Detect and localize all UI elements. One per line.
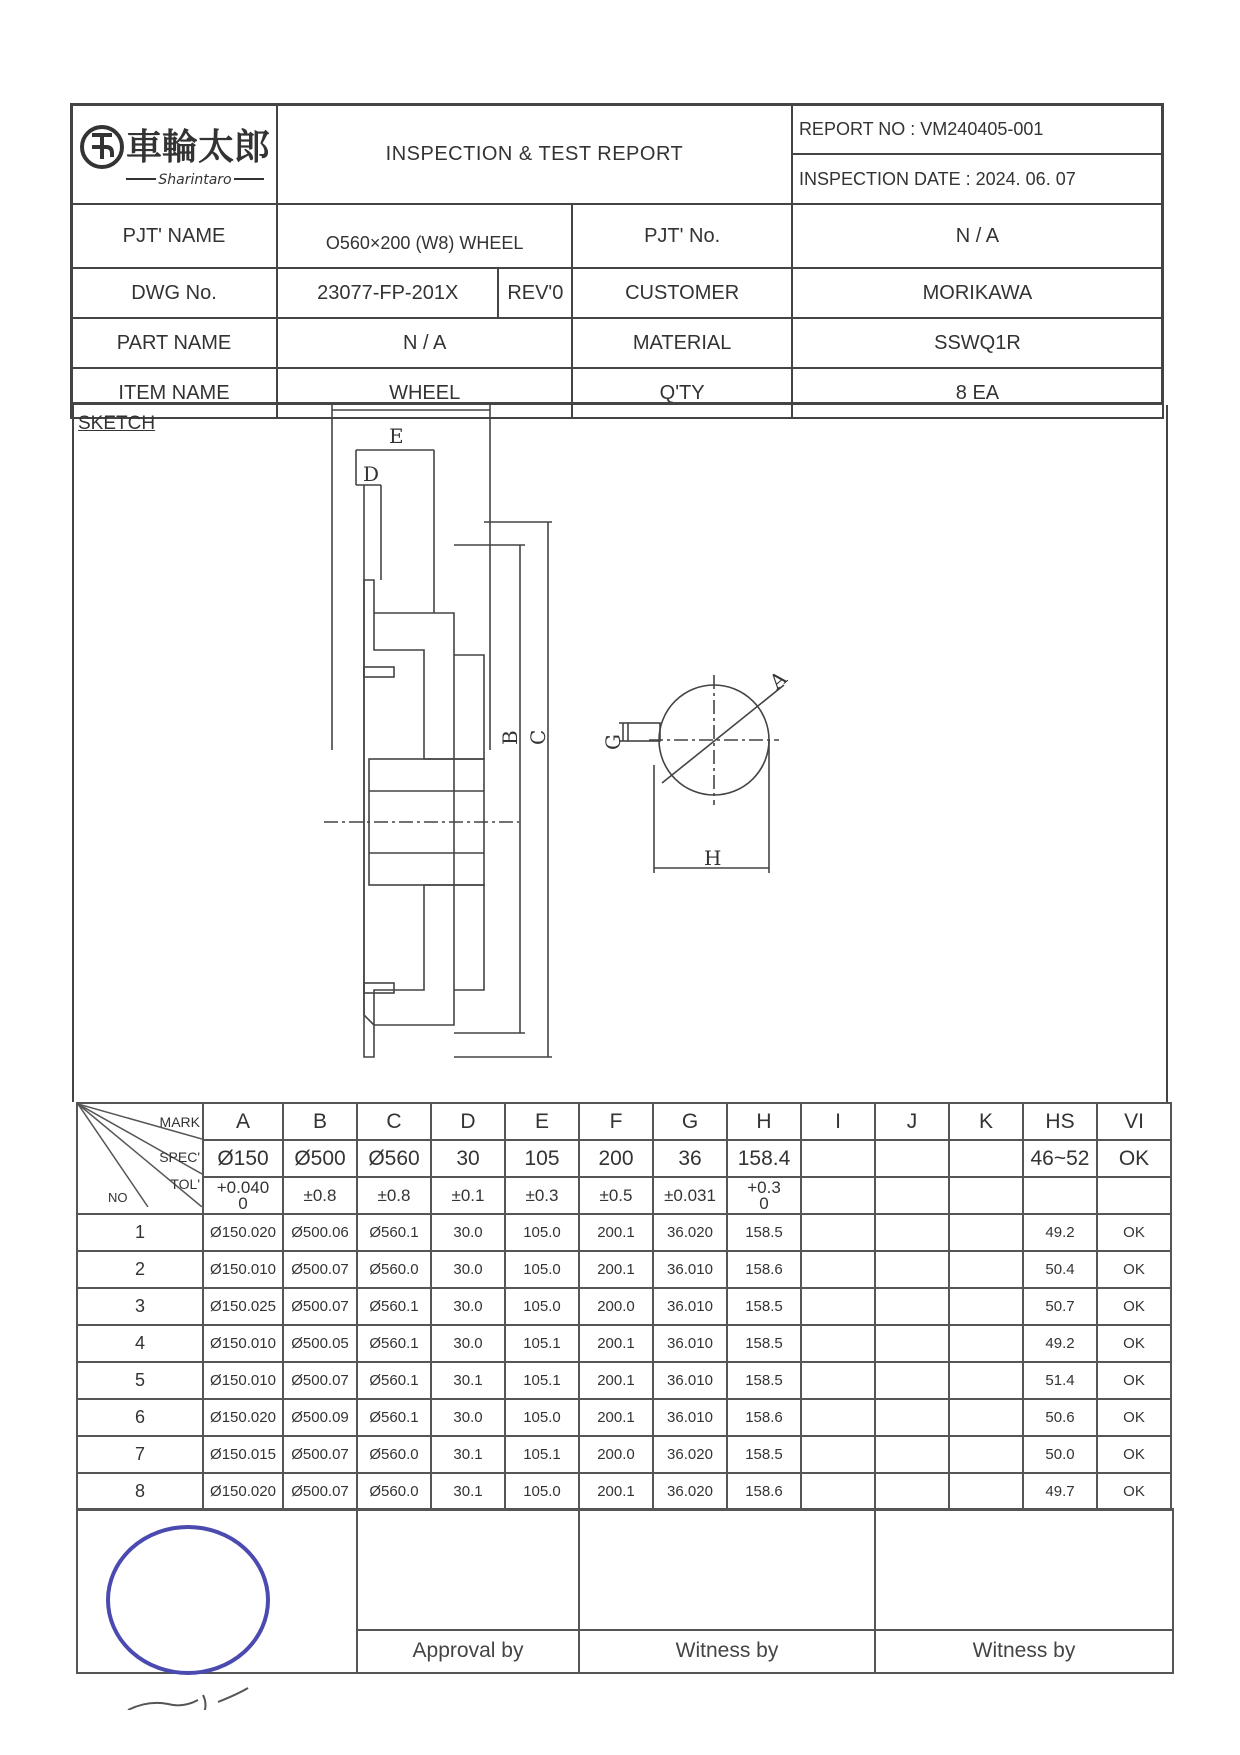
inspection-date: INSPECTION DATE : 2024. 06. 07: [792, 154, 1163, 204]
cell-a: Ø150.010: [203, 1362, 283, 1399]
tol-c: [357, 1177, 431, 1214]
cell-hs: 49.7: [1023, 1473, 1097, 1510]
row-number: 5: [77, 1362, 203, 1399]
cell-vi: OK: [1097, 1362, 1171, 1399]
stamp-cell: [77, 1509, 357, 1673]
tol-i: [801, 1177, 875, 1214]
mark-hs: HS: [1023, 1103, 1097, 1140]
cell-i: [801, 1325, 875, 1362]
cell-j: [875, 1399, 949, 1436]
cell-e: 105.0: [505, 1214, 579, 1251]
table-row: [77, 1288, 1171, 1325]
cell-d: 30.0: [431, 1325, 505, 1362]
dim-label-d: D: [363, 462, 380, 486]
cell-f: 200.1: [579, 1214, 653, 1251]
row-number: 8: [77, 1473, 203, 1510]
cell-b: Ø500.07: [283, 1473, 357, 1510]
cell-hs: 50.0: [1023, 1436, 1097, 1473]
cell-vi: OK: [1097, 1251, 1171, 1288]
spec-a: Ø150: [203, 1140, 283, 1177]
spec-e: 105: [505, 1140, 579, 1177]
cell-a: Ø150.020: [203, 1473, 283, 1510]
dim-label-h: H: [704, 846, 722, 870]
company-logo: [71, 104, 277, 204]
cell-e: 105.0: [505, 1251, 579, 1288]
corner-tol: TOL': [170, 1176, 200, 1192]
mark-g: G: [653, 1103, 727, 1140]
spec-hs: 46~52: [1023, 1140, 1097, 1177]
mark-j: J: [875, 1103, 949, 1140]
table-row: [77, 1362, 1171, 1399]
cell-i: [801, 1473, 875, 1510]
cell-g: 36.010: [653, 1325, 727, 1362]
mark-h: H: [727, 1103, 801, 1140]
mark-vi: VI: [1097, 1103, 1171, 1140]
cell-vi: OK: [1097, 1325, 1171, 1362]
corner-no: NO: [108, 1190, 128, 1205]
cell-vi: OK: [1097, 1436, 1171, 1473]
cell-e: 105.0: [505, 1399, 579, 1436]
tol-row: [77, 1177, 1171, 1214]
cell-c: Ø560.1: [357, 1399, 431, 1436]
witness-box-2: [875, 1509, 1173, 1630]
cell-e: 105.0: [505, 1473, 579, 1510]
cell-d: 30.1: [431, 1362, 505, 1399]
cell-i: [801, 1362, 875, 1399]
cell-d: 30.0: [431, 1214, 505, 1251]
cell-a: Ø150.020: [203, 1214, 283, 1251]
cell-i: [801, 1399, 875, 1436]
revision: REV'0: [498, 268, 572, 318]
customer-label: CUSTOMER: [572, 268, 792, 318]
pjt-name-label: PJT' NAME: [71, 204, 277, 268]
cell-f: 200.1: [579, 1362, 653, 1399]
cell-a: Ø150.015: [203, 1436, 283, 1473]
cell-e: 105.1: [505, 1362, 579, 1399]
tol-line: 0: [759, 1193, 769, 1213]
approval-label: Approval by: [357, 1630, 579, 1673]
part-name-value: N / A: [277, 318, 572, 368]
witness-label-2: Witness by: [875, 1630, 1173, 1673]
logo-text: 車輪太郎: [125, 127, 270, 168]
mark-k: K: [949, 1103, 1023, 1140]
cell-i: [801, 1436, 875, 1473]
cell-k: [949, 1214, 1023, 1251]
cell-c: Ø560.1: [357, 1214, 431, 1251]
row-number: 7: [77, 1436, 203, 1473]
report-header-table: [70, 103, 1164, 419]
dim-label-c: C: [526, 729, 550, 745]
cell-a: Ø150.020: [203, 1399, 283, 1436]
tol-f: [579, 1177, 653, 1214]
spec-i: [801, 1140, 875, 1177]
witness-label-1: Witness by: [579, 1630, 875, 1673]
spec-d: 30: [431, 1140, 505, 1177]
tol-d: [431, 1177, 505, 1214]
tol-line: +0.3: [747, 1177, 781, 1197]
approval-box: [357, 1509, 579, 1630]
cell-h: 158.5: [727, 1325, 801, 1362]
tol-b: [283, 1177, 357, 1214]
cell-j: [875, 1288, 949, 1325]
cell-k: [949, 1399, 1023, 1436]
dwg-no-label: DWG No.: [71, 268, 277, 318]
cell-d: 30.1: [431, 1436, 505, 1473]
cell-h: 158.6: [727, 1473, 801, 1510]
cell-d: 30.0: [431, 1251, 505, 1288]
cell-j: [875, 1325, 949, 1362]
tol-line: ±0.8: [303, 1185, 337, 1205]
tol-vi: [1097, 1177, 1171, 1214]
cell-c: Ø560.0: [357, 1251, 431, 1288]
table-row: [77, 1325, 1171, 1362]
logo-subtext: Sharintaro: [158, 172, 232, 188]
dwg-no-value: 23077-FP-201X: [277, 268, 498, 318]
dim-label-a: A: [764, 666, 792, 694]
cell-i: [801, 1214, 875, 1251]
pjt-no-value: N / A: [792, 204, 1163, 268]
cell-d: 30.1: [431, 1473, 505, 1510]
mark-e: E: [505, 1103, 579, 1140]
cell-h: 158.5: [727, 1214, 801, 1251]
cell-e: 105.1: [505, 1436, 579, 1473]
cell-f: 200.1: [579, 1251, 653, 1288]
spec-j: [875, 1140, 949, 1177]
signature-table: [76, 1508, 1174, 1674]
cell-b: Ø500.07: [283, 1436, 357, 1473]
cell-g: 36.020: [653, 1473, 727, 1510]
cell-j: [875, 1473, 949, 1510]
mark-i: I: [801, 1103, 875, 1140]
tol-e: [505, 1177, 579, 1214]
cell-hs: 51.4: [1023, 1362, 1097, 1399]
cell-f: 200.1: [579, 1473, 653, 1510]
corner-cell: [77, 1103, 203, 1214]
mark-b: B: [283, 1103, 357, 1140]
cell-c: Ø560.1: [357, 1325, 431, 1362]
tol-h: [727, 1177, 801, 1214]
cell-e: 105.1: [505, 1325, 579, 1362]
dim-label-b: B: [498, 730, 522, 745]
table-row: [77, 1251, 1171, 1288]
cell-i: [801, 1251, 875, 1288]
cell-c: Ø560.1: [357, 1362, 431, 1399]
cell-vi: OK: [1097, 1473, 1171, 1510]
tol-line: ±0.5: [599, 1185, 633, 1205]
tol-line: 0: [238, 1193, 248, 1213]
cell-d: 30.0: [431, 1399, 505, 1436]
qty-label: Q'TY: [572, 368, 792, 418]
table-row: [77, 1473, 1171, 1510]
cell-a: Ø150.010: [203, 1251, 283, 1288]
cell-g: 36.010: [653, 1399, 727, 1436]
wheel-drawing: [74, 405, 1164, 1102]
table-row: [77, 1214, 1171, 1251]
tol-hs: [1023, 1177, 1097, 1214]
cell-b: Ø500.09: [283, 1399, 357, 1436]
witness-box-1: [579, 1509, 875, 1630]
cell-k: [949, 1325, 1023, 1362]
mark-c: C: [357, 1103, 431, 1140]
cell-g: 36.010: [653, 1362, 727, 1399]
cell-hs: 49.2: [1023, 1214, 1097, 1251]
cell-c: Ø560.1: [357, 1288, 431, 1325]
cell-vi: OK: [1097, 1399, 1171, 1436]
spec-b: Ø500: [283, 1140, 357, 1177]
tol-line: ±0.3: [525, 1185, 559, 1205]
report-title: INSPECTION & TEST REPORT: [277, 104, 792, 204]
cell-i: [801, 1288, 875, 1325]
logo-mark: [74, 105, 274, 197]
cell-j: [875, 1362, 949, 1399]
cell-h: 158.5: [727, 1288, 801, 1325]
row-number: 4: [77, 1325, 203, 1362]
row-number: 3: [77, 1288, 203, 1325]
cell-k: [949, 1473, 1023, 1510]
cell-g: 36.020: [653, 1214, 727, 1251]
cell-h: 158.5: [727, 1436, 801, 1473]
corner-mark: MARK: [159, 1114, 200, 1130]
tol-line: ±0.1: [451, 1185, 485, 1205]
cell-k: [949, 1362, 1023, 1399]
sketch-area: [72, 405, 1168, 1102]
cell-b: Ø500.06: [283, 1214, 357, 1251]
cell-g: 36.020: [653, 1436, 727, 1473]
part-name-label: PART NAME: [71, 318, 277, 368]
cell-k: [949, 1251, 1023, 1288]
mark-row: [77, 1103, 1171, 1140]
dim-label-e: E: [389, 424, 404, 448]
pjt-name-value: O560×200 (W8) WHEEL: [277, 204, 572, 268]
material-value: SSWQ1R: [792, 318, 1163, 368]
material-label: MATERIAL: [572, 318, 792, 368]
cell-b: Ø500.05: [283, 1325, 357, 1362]
cell-f: 200.1: [579, 1325, 653, 1362]
spec-k: [949, 1140, 1023, 1177]
cell-hs: 49.2: [1023, 1325, 1097, 1362]
cell-h: 158.5: [727, 1362, 801, 1399]
cell-g: 36.010: [653, 1251, 727, 1288]
item-name-label: ITEM NAME: [71, 368, 277, 418]
cell-g: 36.010: [653, 1288, 727, 1325]
pjt-no-label: PJT' No.: [572, 204, 792, 268]
cell-j: [875, 1436, 949, 1473]
cell-hs: 50.4: [1023, 1251, 1097, 1288]
cell-h: 158.6: [727, 1251, 801, 1288]
cell-f: 200.0: [579, 1436, 653, 1473]
dim-label-f: [404, 405, 418, 406]
table-row: [77, 1399, 1171, 1436]
tol-a: [203, 1177, 283, 1214]
spec-f: 200: [579, 1140, 653, 1177]
mark-f: F: [579, 1103, 653, 1140]
spec-h: 158.4: [727, 1140, 801, 1177]
row-number: 2: [77, 1251, 203, 1288]
cell-vi: OK: [1097, 1288, 1171, 1325]
report-number: REPORT NO : VM240405-001: [792, 104, 1163, 154]
cell-a: Ø150.010: [203, 1325, 283, 1362]
corner-spec: SPEC': [159, 1149, 200, 1165]
cell-f: 200.0: [579, 1288, 653, 1325]
cell-c: Ø560.0: [357, 1436, 431, 1473]
spec-g: 36: [653, 1140, 727, 1177]
customer-value: MORIKAWA: [792, 268, 1163, 318]
spec-c: Ø560: [357, 1140, 431, 1177]
cell-d: 30.0: [431, 1288, 505, 1325]
cell-hs: 50.7: [1023, 1288, 1097, 1325]
table-row: [77, 1436, 1171, 1473]
measurement-table: [76, 1102, 1172, 1511]
cell-vi: OK: [1097, 1214, 1171, 1251]
cell-j: [875, 1214, 949, 1251]
cell-b: Ø500.07: [283, 1251, 357, 1288]
approval-stamp: [78, 1510, 358, 1710]
cell-h: 158.6: [727, 1399, 801, 1436]
mark-a: A: [203, 1103, 283, 1140]
cell-c: Ø560.0: [357, 1473, 431, 1510]
tol-g: [653, 1177, 727, 1214]
cell-j: [875, 1251, 949, 1288]
row-number: 1: [77, 1214, 203, 1251]
cell-b: Ø500.07: [283, 1362, 357, 1399]
spec-row: [77, 1140, 1171, 1177]
tol-k: [949, 1177, 1023, 1214]
sketch-label: SKETCH: [78, 413, 156, 434]
qty-value: 8 EA: [792, 368, 1163, 418]
cell-hs: 50.6: [1023, 1399, 1097, 1436]
row-number: 6: [77, 1399, 203, 1436]
mark-d: D: [431, 1103, 505, 1140]
cell-b: Ø500.07: [283, 1288, 357, 1325]
item-name-value: WHEEL: [277, 368, 572, 418]
dim-label-g: G: [601, 734, 625, 750]
tol-j: [875, 1177, 949, 1214]
cell-e: 105.0: [505, 1288, 579, 1325]
spec-vi: OK: [1097, 1140, 1171, 1177]
cell-f: 200.1: [579, 1399, 653, 1436]
cell-k: [949, 1288, 1023, 1325]
cell-a: Ø150.025: [203, 1288, 283, 1325]
tol-line: ±0.8: [377, 1185, 411, 1205]
tol-line: +0.040: [216, 1177, 270, 1197]
cell-k: [949, 1436, 1023, 1473]
tol-line: ±0.031: [664, 1185, 716, 1205]
